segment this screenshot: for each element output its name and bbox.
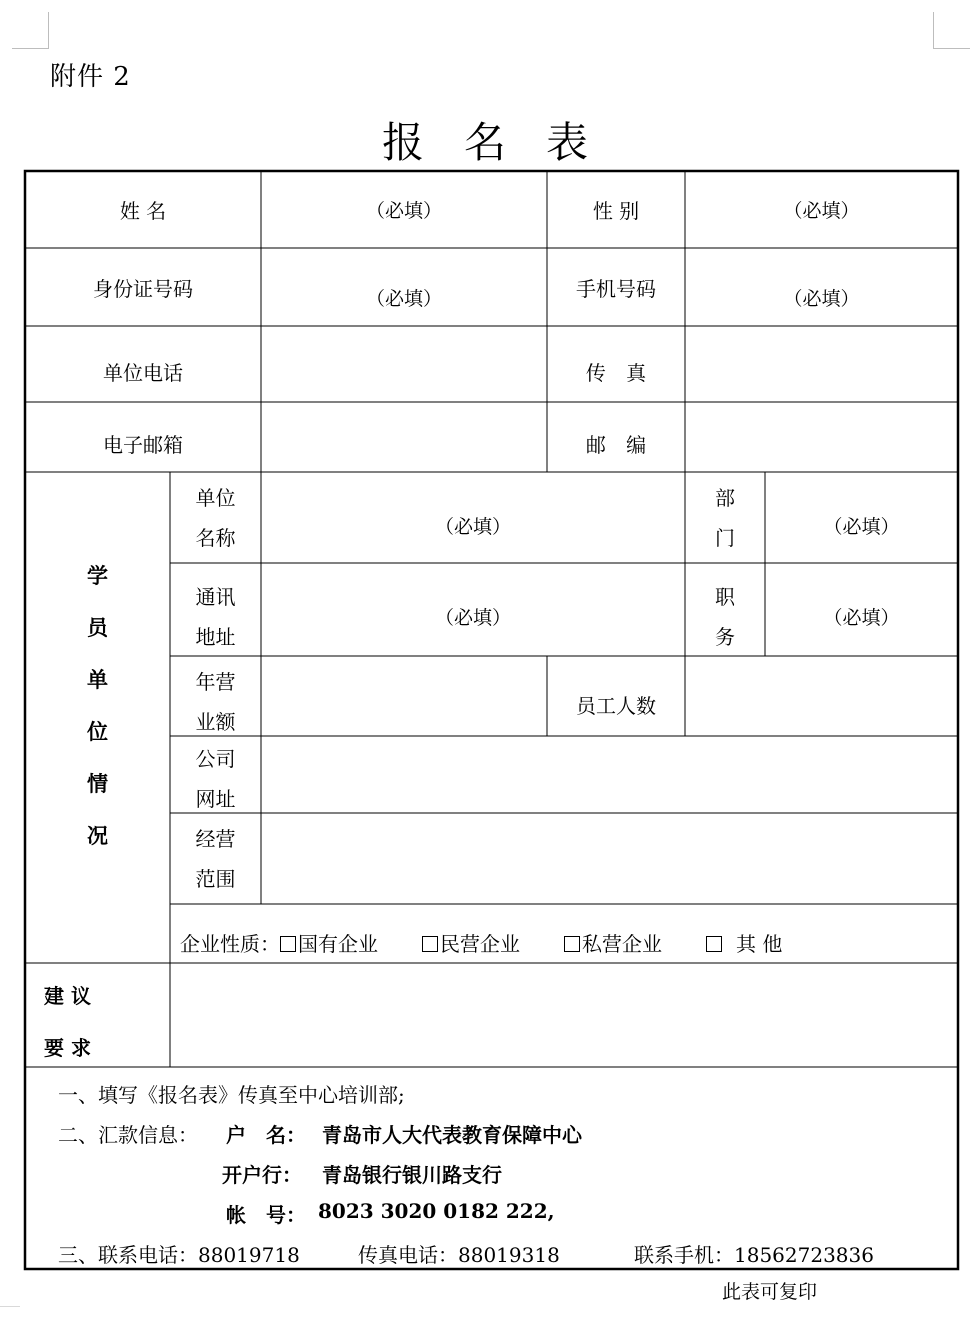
- address-label: 通讯 地址: [195, 584, 236, 649]
- employees-field[interactable]: [685, 656, 958, 736]
- contact-fax: 传真电话：88019318: [358, 1243, 560, 1267]
- department-label: 部 门: [715, 485, 735, 550]
- account-name: 青岛市人大代表教育保障中心: [322, 1123, 582, 1147]
- postcode-field[interactable]: [685, 402, 958, 472]
- unit-section-label: 学 员 单 位 情 况: [87, 563, 108, 848]
- work-phone-field[interactable]: [261, 326, 547, 402]
- account-number-label: 帐 号：: [226, 1203, 306, 1227]
- id-number-field[interactable]: （必填）: [365, 287, 442, 310]
- enterprise-type-row: [180, 918, 950, 966]
- postcode-label: 邮 编: [585, 432, 647, 457]
- position-label: 职 务: [715, 584, 735, 649]
- position-field[interactable]: （必填）: [823, 607, 900, 629]
- checkbox-icon[interactable]: [706, 936, 722, 952]
- business-scope-label: 经营 范围: [195, 826, 236, 891]
- reprint-note: 此表可复印: [722, 1281, 818, 1303]
- option-other[interactable]: 其 他: [706, 928, 782, 957]
- department-field[interactable]: （必填）: [823, 515, 900, 538]
- email-field[interactable]: [261, 402, 547, 472]
- account-name-label: 户 名：: [226, 1123, 306, 1147]
- name-label: 姓 名: [119, 199, 167, 223]
- checkbox-icon[interactable]: [280, 936, 296, 952]
- page-title: 报名表: [381, 118, 628, 167]
- gender-label: 性 别: [592, 199, 640, 223]
- work-phone-label: 单位电话: [103, 360, 183, 385]
- mobile-field[interactable]: （必填）: [783, 287, 860, 310]
- email-label: 电子邮箱: [103, 432, 183, 457]
- bank-label: 开户行：: [222, 1163, 302, 1187]
- account-number: 8023 3020 0182 222,: [318, 1199, 555, 1223]
- business-scope-field[interactable]: [261, 813, 958, 904]
- revenue-label: 年营 业额: [195, 670, 236, 734]
- gender-field[interactable]: （必填）: [783, 200, 860, 222]
- option-private-owned[interactable]: 私营企业: [564, 928, 662, 957]
- fax-field[interactable]: [685, 326, 958, 402]
- revenue-field[interactable]: [261, 656, 547, 736]
- checkbox-icon[interactable]: [564, 936, 580, 952]
- bank-name: 青岛银行银川路支行: [322, 1163, 502, 1187]
- contact-phone: 三、联系电话：88019718: [58, 1243, 300, 1267]
- id-number-label: 身份证号码: [93, 276, 193, 301]
- mobile-label: 手机号码: [576, 276, 656, 301]
- fax-label: 传 真: [585, 360, 647, 385]
- note-remit-prefix: 二、汇款信息：: [58, 1123, 198, 1147]
- advice-label: 建 议 要 求: [44, 984, 91, 1060]
- contact-mobile: 联系手机：18562723836: [634, 1243, 874, 1267]
- website-field[interactable]: [261, 736, 958, 813]
- employees-label: 员工人数: [576, 693, 656, 718]
- option-state-owned[interactable]: 国有企业: [280, 928, 378, 957]
- name-field[interactable]: （必填）: [365, 200, 442, 222]
- company-name-field[interactable]: （必填）: [434, 515, 511, 538]
- checkbox-icon[interactable]: [422, 936, 438, 952]
- note-fax-instruction: 一、填写《报名表》传真至中心培训部;: [58, 1083, 405, 1107]
- address-field[interactable]: （必填）: [434, 607, 511, 629]
- enterprise-type-label: 企业性质：: [180, 931, 280, 956]
- company-name-label: 单位 名称: [195, 485, 236, 550]
- attachment-label: 附件 2: [50, 62, 131, 92]
- advice-field[interactable]: [170, 963, 958, 1067]
- website-label: 公司 网址: [195, 747, 236, 811]
- option-private-run[interactable]: 民营企业: [422, 928, 520, 957]
